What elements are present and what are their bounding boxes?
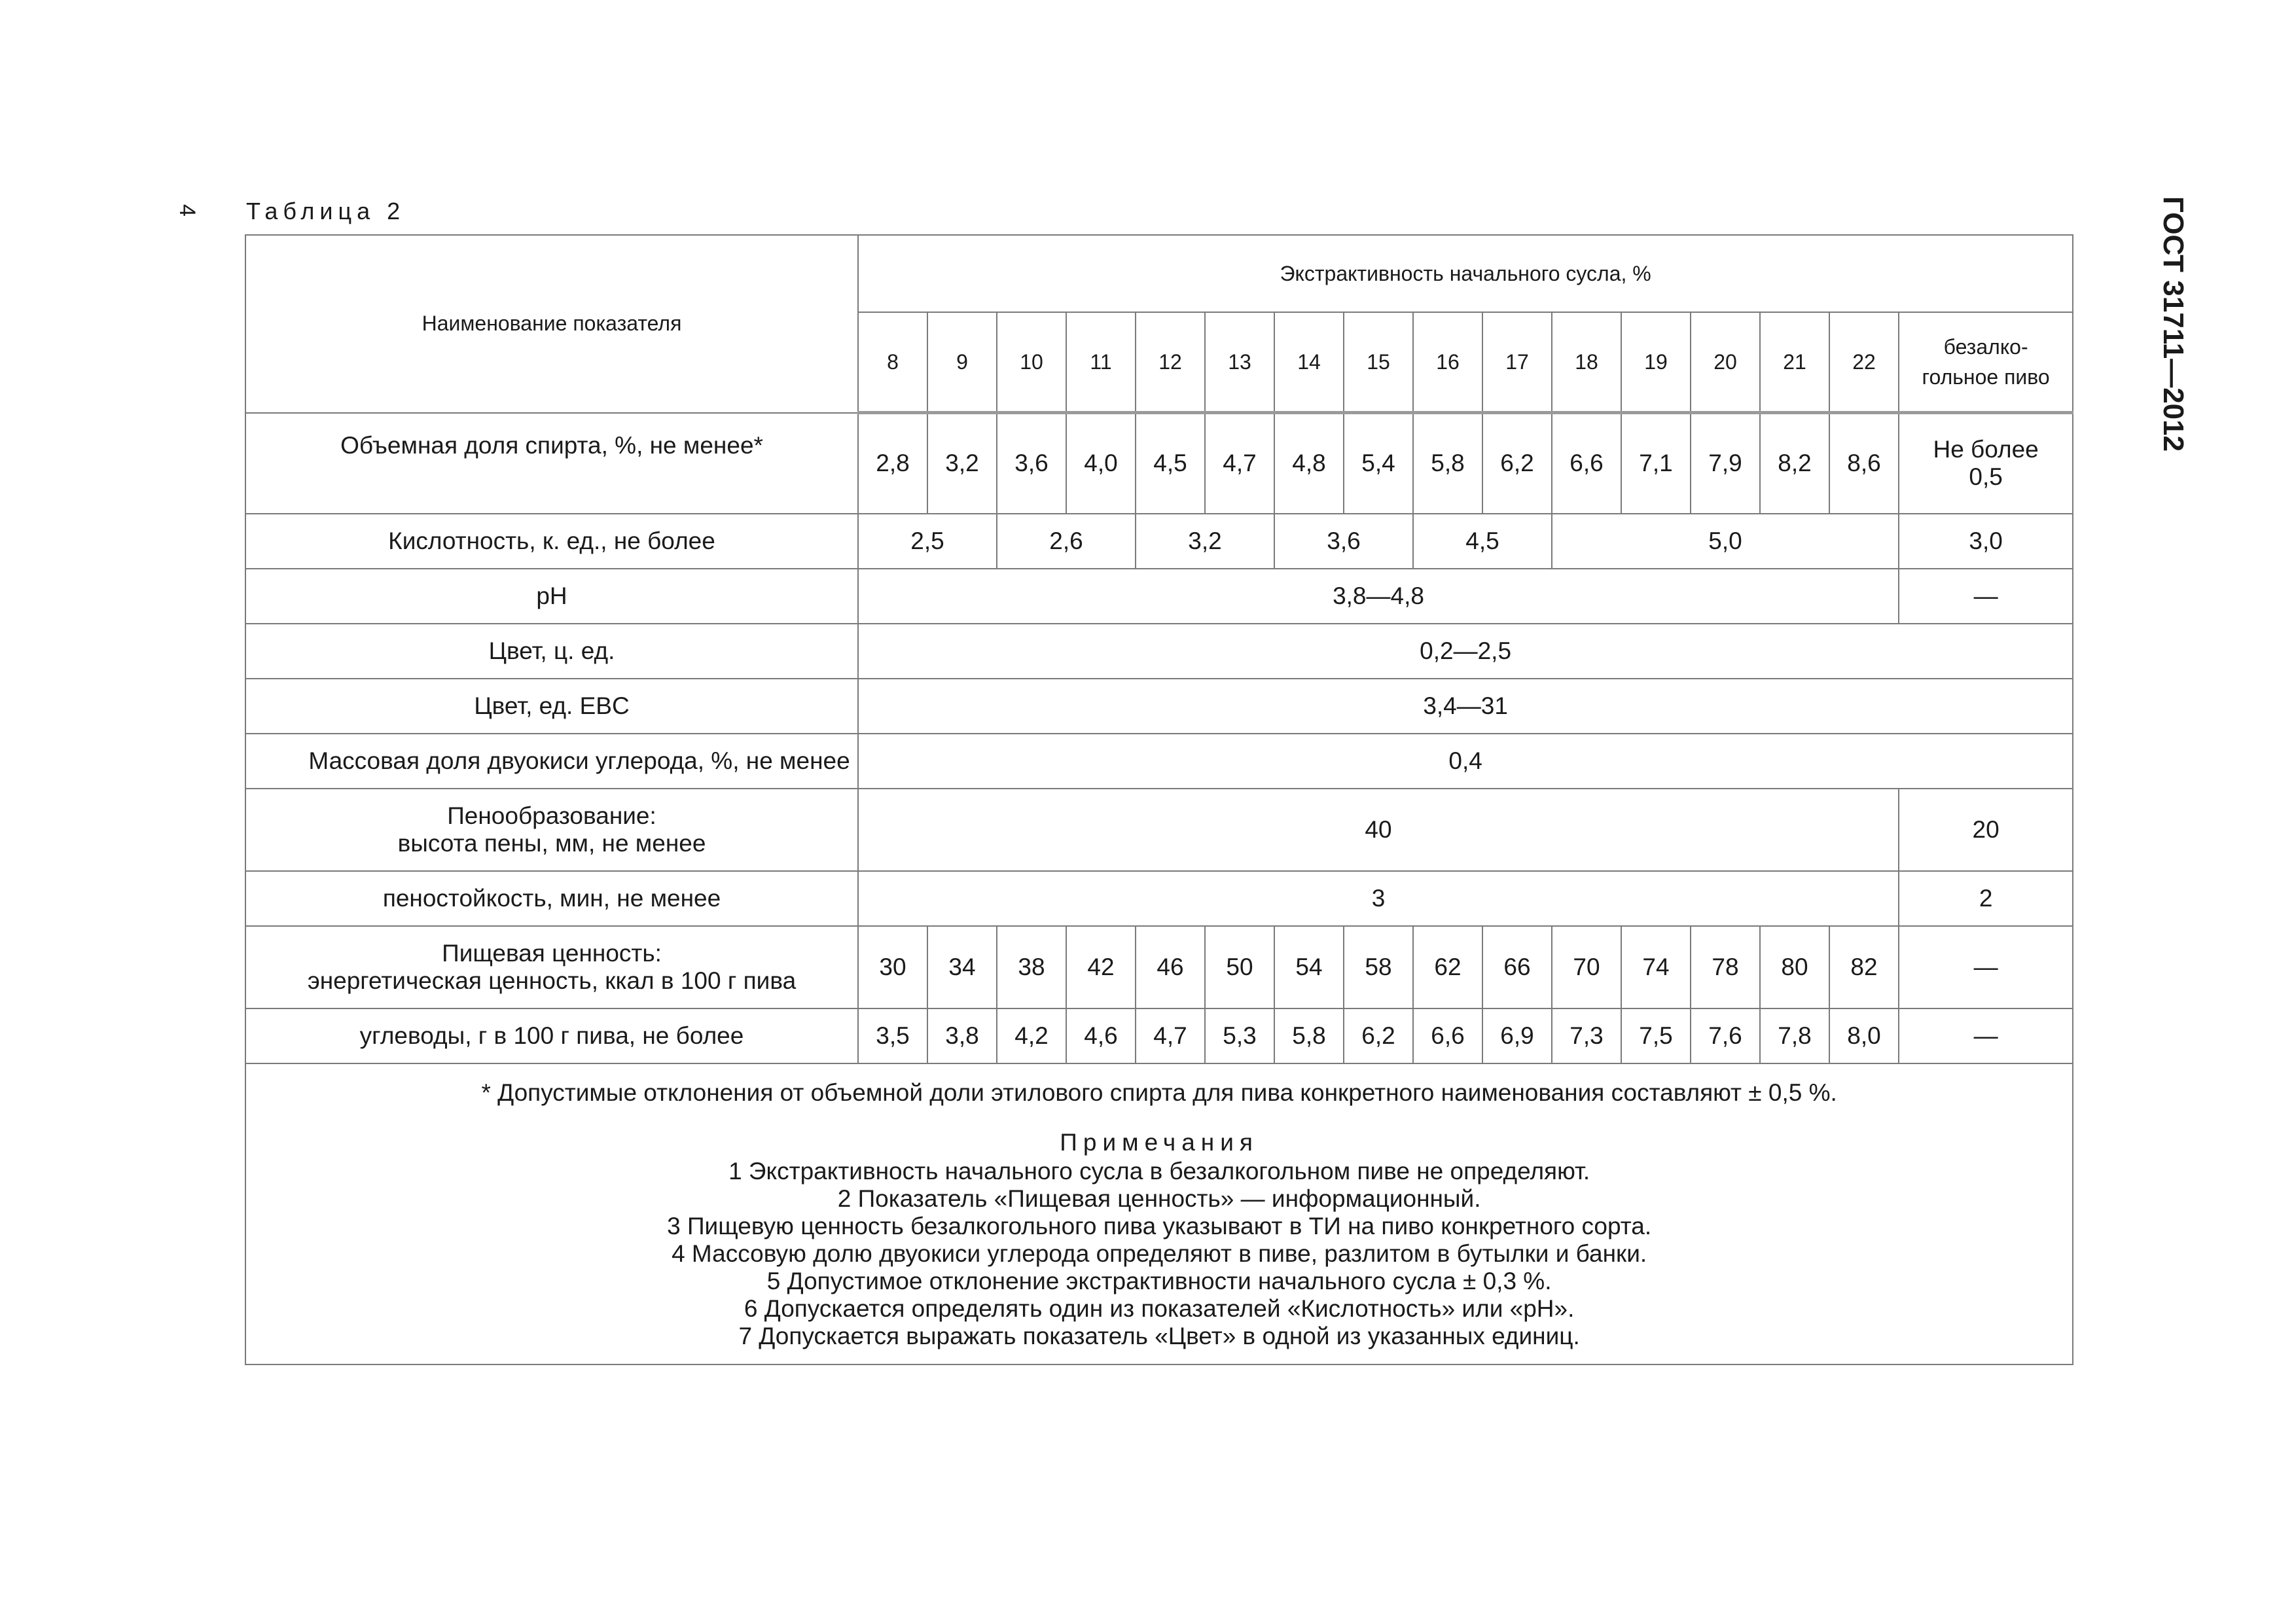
note-item: 4 Массовую долю двуокиси углерода определяют в пиве, разлитом в бутылки и банки. — [672, 1240, 1647, 1267]
cell-value: 38 — [997, 926, 1066, 1008]
table-row-ph — [245, 569, 2073, 624]
table-row-carbs — [245, 1008, 2073, 1063]
cell-value: 3,2 — [927, 413, 997, 514]
table-row-color-ebc — [245, 679, 2073, 734]
row-label — [245, 926, 858, 1008]
cell-value: 6,9 — [1482, 1008, 1552, 1063]
header-col: 16 — [1413, 312, 1482, 413]
header-extractivity: Экстрактивность начального сусла, % — [858, 235, 2073, 312]
cell-value: 7,5 — [1621, 1008, 1691, 1063]
beer-indicators-table — [245, 234, 2073, 1365]
cell-value: 4,7 — [1205, 413, 1274, 514]
row-label: Цвет, ц. ед. — [245, 624, 858, 679]
notes-cell — [245, 1063, 2073, 1364]
cell-value-non-alcoholic: 20 — [1899, 789, 2073, 871]
header-col: 11 — [1066, 312, 1136, 413]
cell-value: 46 — [1136, 926, 1205, 1008]
row-label — [245, 789, 858, 871]
header-col: 19 — [1621, 312, 1691, 413]
cell-value: 34 — [927, 926, 997, 1008]
cell-line: 0,5 — [1969, 463, 2003, 491]
row-label: Объемная доля спирта, %, не менее* — [245, 413, 858, 514]
cell-value: 62 — [1413, 926, 1482, 1008]
cell-value: 5,4 — [1344, 413, 1413, 514]
cell-value: 3,8 — [927, 1008, 997, 1063]
cell-line: Не более — [1933, 436, 2039, 463]
table-caption: Таблица 2 — [246, 198, 406, 224]
cell-value: 8,6 — [1829, 413, 1899, 514]
cell-value-non-alcoholic: — — [1899, 926, 2073, 1008]
cell-value: 0,2—2,5 — [858, 624, 2073, 679]
row-group-label: Пенообразование: — [447, 802, 656, 829]
header-col: 18 — [1552, 312, 1621, 413]
cell-value-non-alcoholic: 2 — [1899, 871, 2073, 926]
cell-value: 5,0 — [1552, 514, 1899, 569]
cell-value: 3,6 — [1274, 514, 1413, 569]
cell-value: 4,5 — [1413, 514, 1552, 569]
cell-value: 7,8 — [1760, 1008, 1829, 1063]
cell-value: 4,7 — [1136, 1008, 1205, 1063]
header-col: 15 — [1344, 312, 1413, 413]
cell-value: 7,1 — [1621, 413, 1691, 514]
cell-value: 7,3 — [1552, 1008, 1621, 1063]
header-indicator-name: Наименование показателя — [245, 235, 858, 413]
page-number: 4 — [174, 204, 200, 217]
cell-value: 4,5 — [1136, 413, 1205, 514]
cell-value: 5,3 — [1205, 1008, 1274, 1063]
row-label: pH — [245, 569, 858, 624]
table-row-notes — [245, 1063, 2073, 1364]
header-col: 8 — [858, 312, 927, 413]
row-sub-label: высота пены, мм, не менее — [397, 829, 706, 857]
cell-value: 6,6 — [1552, 413, 1621, 514]
row-label: Цвет, ед. EBC — [245, 679, 858, 734]
cell-value: 7,9 — [1691, 413, 1760, 514]
row-group-label: Пищевая ценность: — [442, 939, 662, 967]
note-item: 5 Допустимое отклонение экстрактивности начального сусла ± 0,3 %. — [766, 1267, 1552, 1294]
note-item: 1 Экстрактивность начального сусла в безалкогольном пиве не определяют. — [728, 1157, 1590, 1185]
header-col: 12 — [1136, 312, 1205, 413]
header-col: 10 — [997, 312, 1066, 413]
table-row-alcohol — [245, 413, 2073, 514]
cell-value: 3,2 — [1136, 514, 1274, 569]
footnote: * Допустимые отклонения от объемной доли этилового спирта для пива конкретного наименования составляют ± 0,5 %. — [481, 1079, 1837, 1106]
cell-value: 4,8 — [1274, 413, 1344, 514]
cell-value: 4,0 — [1066, 413, 1136, 514]
cell-value: 6,2 — [1344, 1008, 1413, 1063]
cell-value: 6,6 — [1413, 1008, 1482, 1063]
cell-value: 70 — [1552, 926, 1621, 1008]
note-item: 3 Пищевую ценность безалкогольного пива указывают в ТИ на пиво конкретного сорта. — [667, 1212, 1652, 1240]
cell-value-non-alcoholic: 3,0 — [1899, 514, 2073, 569]
cell-value: 66 — [1482, 926, 1552, 1008]
cell-value: 3 — [858, 871, 1899, 926]
cell-value-non-alcoholic — [1899, 413, 2073, 514]
note-item: 7 Допускается выражать показатель «Цвет» в одной из указанных единиц. — [738, 1322, 1580, 1349]
cell-value: 2,6 — [997, 514, 1136, 569]
row-label: углеводы, г в 100 г пива, не более — [245, 1008, 858, 1063]
cell-value: 8,2 — [1760, 413, 1829, 514]
table-row-co2 — [245, 734, 2073, 789]
cell-value: 6,2 — [1482, 413, 1552, 514]
cell-value: 82 — [1829, 926, 1899, 1008]
cell-value-non-alcoholic: — — [1899, 569, 2073, 624]
header-col: 14 — [1274, 312, 1344, 413]
note-item: 2 Показатель «Пищевая ценность» — информационный. — [837, 1185, 1481, 1212]
cell-value: 40 — [858, 789, 1899, 871]
cell-value: 58 — [1344, 926, 1413, 1008]
header-non-alcoholic — [1899, 312, 2073, 413]
cell-value: 2,5 — [858, 514, 997, 569]
header-col: 20 — [1691, 312, 1760, 413]
header-col: 17 — [1482, 312, 1552, 413]
header-col: 21 — [1760, 312, 1829, 413]
notes-title: Примечания — [1060, 1128, 1259, 1156]
cell-value: 42 — [1066, 926, 1136, 1008]
table-row-color-cu — [245, 624, 2073, 679]
cell-value: 2,8 — [858, 413, 927, 514]
cell-value: 4,6 — [1066, 1008, 1136, 1063]
cell-value: 3,8—4,8 — [858, 569, 1899, 624]
row-sub-label: энергетическая ценность, ккал в 100 г пива — [307, 967, 797, 994]
header-col: 22 — [1829, 312, 1899, 413]
table-row-foam-stability — [245, 871, 2073, 926]
cell-value-non-alcoholic: — — [1899, 1008, 2073, 1063]
cell-value: 3,5 — [858, 1008, 927, 1063]
cell-value: 50 — [1205, 926, 1274, 1008]
table-row-foam-height — [245, 789, 2073, 871]
header-col: 13 — [1205, 312, 1274, 413]
row-label: пеностойкость, мин, не менее — [245, 871, 858, 926]
row-label: Массовая доля двуокиси углерода, %, не менее — [245, 734, 858, 789]
row-label: Кислотность, к. ед., не более — [245, 514, 858, 569]
cell-value: 78 — [1691, 926, 1760, 1008]
table-row-energy — [245, 926, 2073, 1008]
cell-value: 7,6 — [1691, 1008, 1760, 1063]
cell-value: 0,4 — [858, 734, 2073, 789]
cell-value: 3,6 — [997, 413, 1066, 514]
cell-value: 5,8 — [1413, 413, 1482, 514]
table-row-acidity — [245, 514, 2073, 569]
cell-value: 74 — [1621, 926, 1691, 1008]
cell-value: 30 — [858, 926, 927, 1008]
note-item: 6 Допускается определять один из показателей «Кислотность» или «pH». — [744, 1294, 1575, 1322]
cell-value: 54 — [1274, 926, 1344, 1008]
header-col: 9 — [927, 312, 997, 413]
cell-value: 5,8 — [1274, 1008, 1344, 1063]
header-non-alcoholic-line1: безалко- — [1943, 335, 2028, 359]
cell-value: 3,4—31 — [858, 679, 2073, 734]
header-non-alcoholic-line2: гольное пиво — [1922, 365, 2050, 389]
cell-value: 80 — [1760, 926, 1829, 1008]
cell-value: 4,2 — [997, 1008, 1066, 1063]
cell-value: 8,0 — [1829, 1008, 1899, 1063]
standard-designation: ГОСТ 31711—2012 — [2157, 196, 2189, 452]
